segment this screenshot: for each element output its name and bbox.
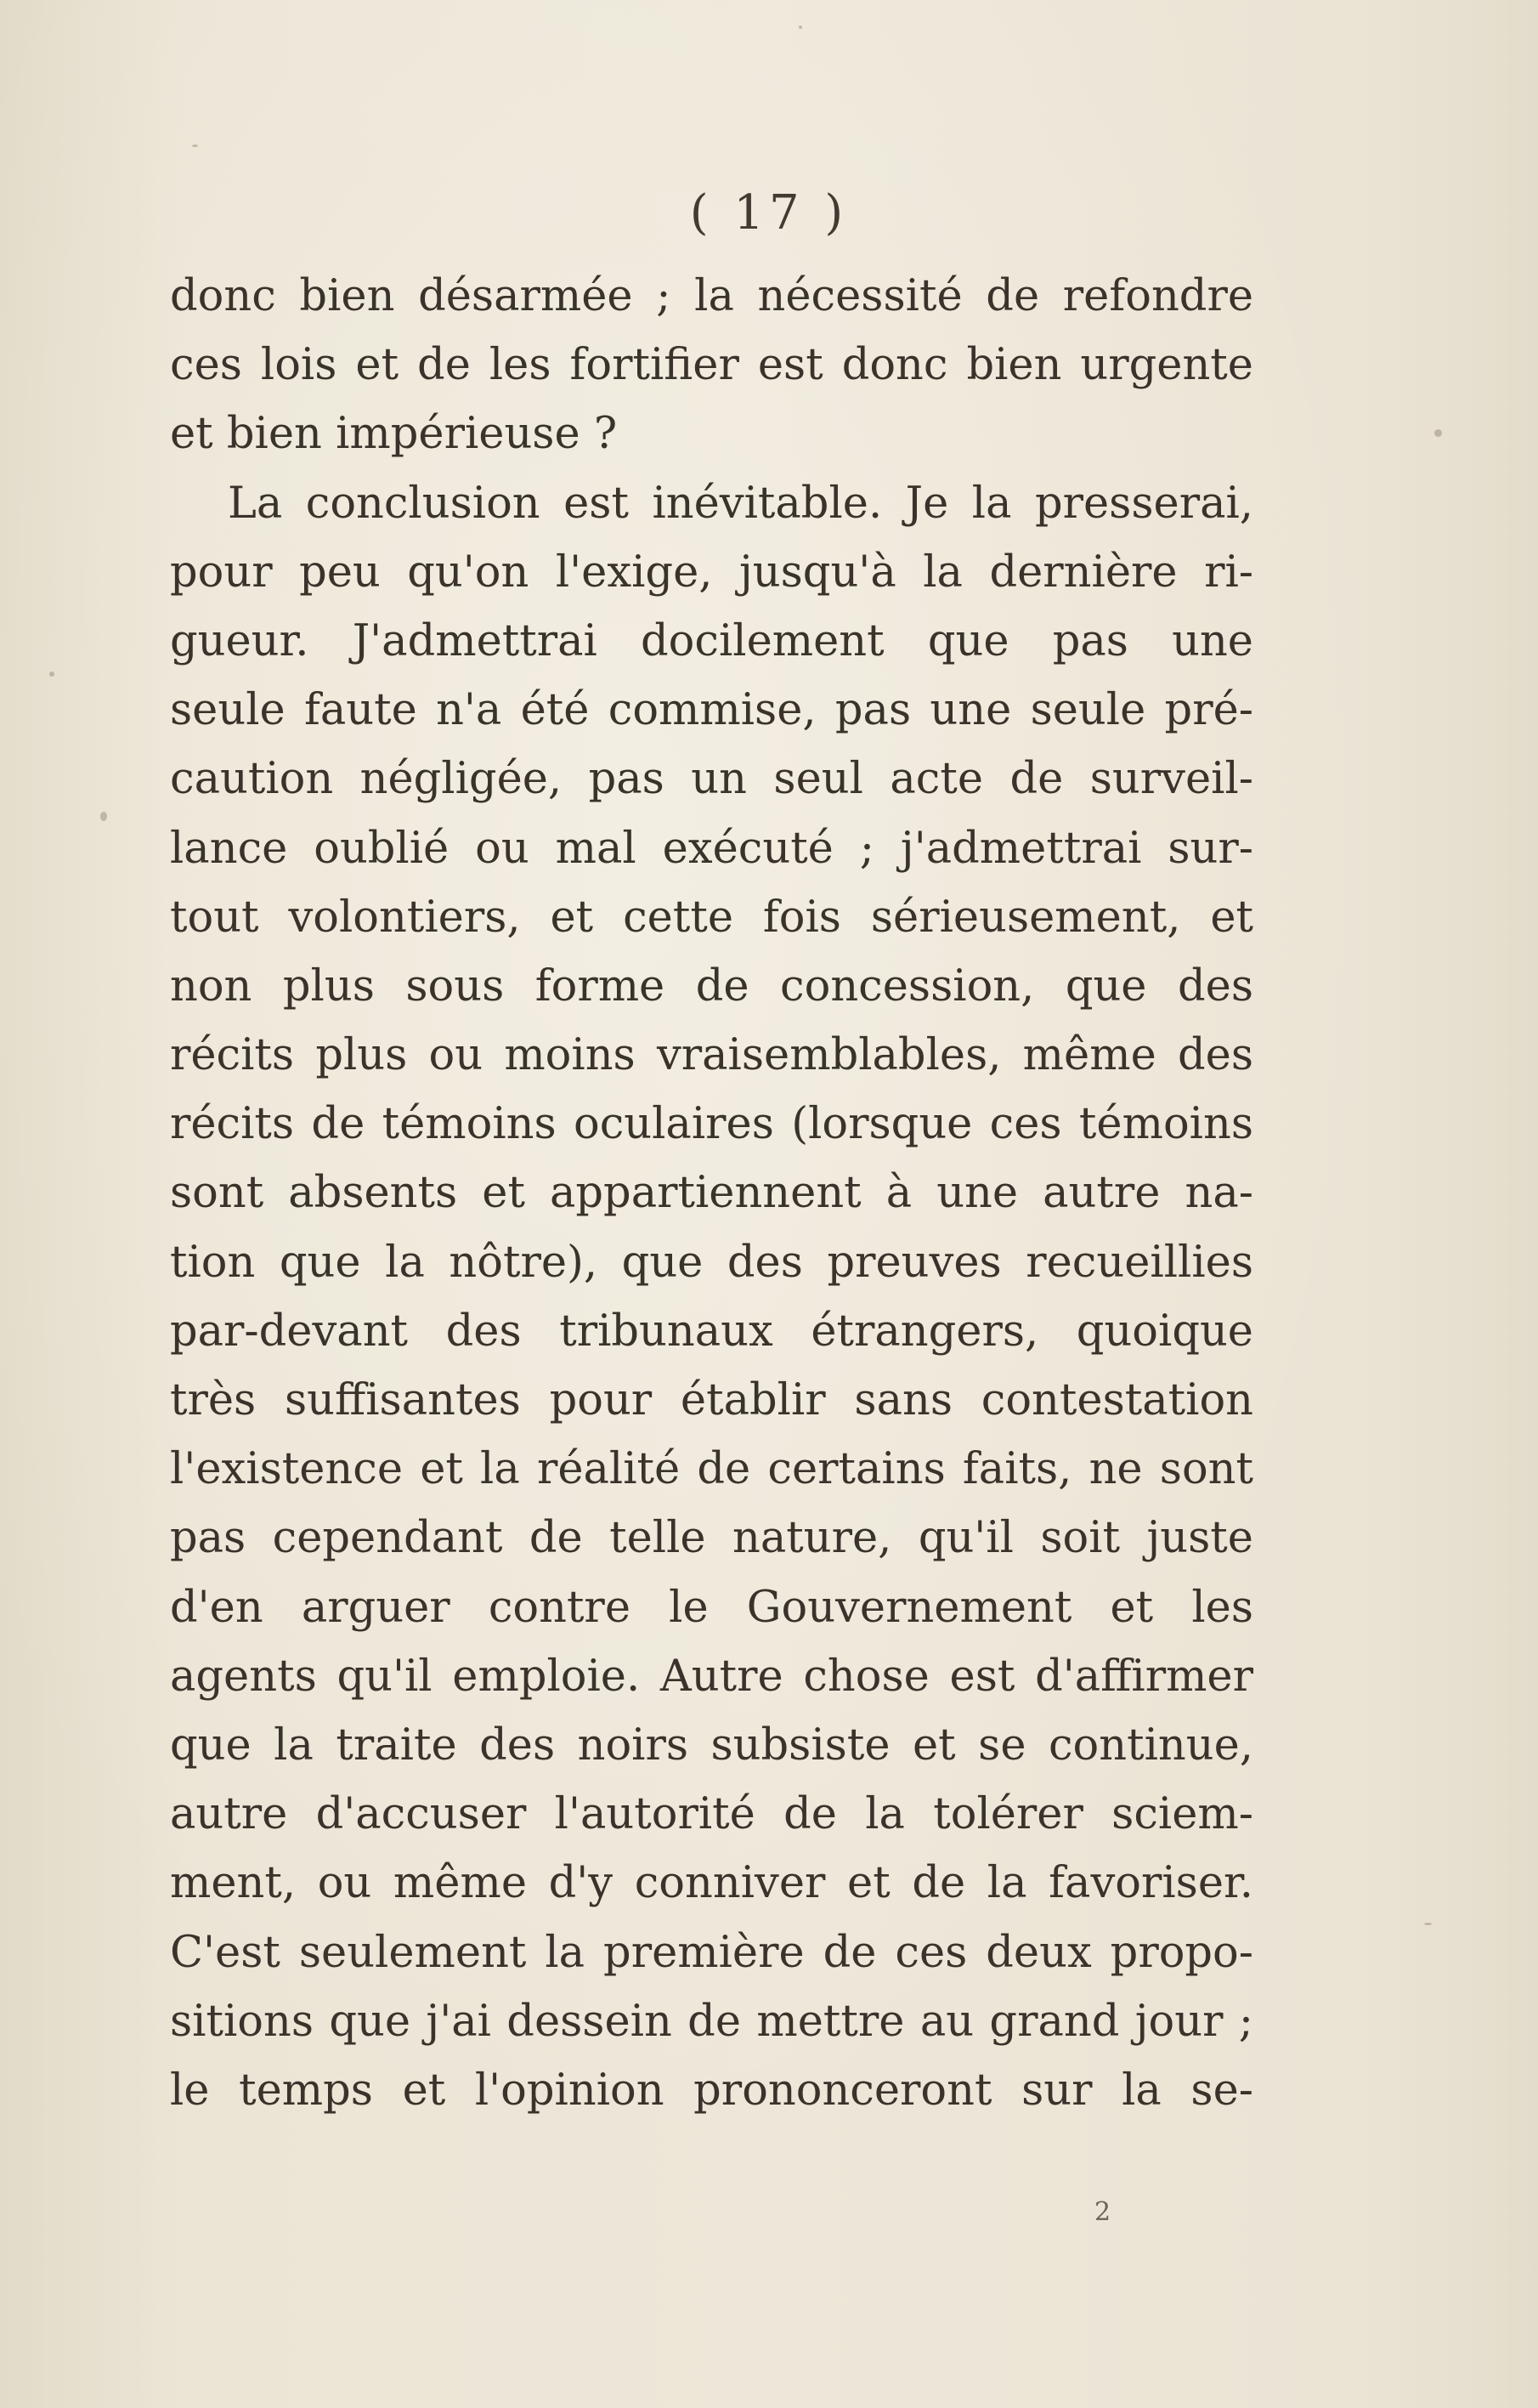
text-line: ces lois et de les fortifier est donc bien urgente — [170, 340, 1253, 391]
text-line: le temps et l'opinion prononceront sur la se- — [170, 2065, 1253, 2116]
text-line: pas cependant de telle nature, qu'il soit juste — [170, 1513, 1253, 1564]
text-line: seule faute n'a été commise, pas une seule pré- — [170, 685, 1253, 736]
text-line: tion que la nôtre), que des preuves recueillies — [170, 1237, 1253, 1288]
paper-speck — [100, 812, 107, 821]
text-line: agents qu'il emploie. Autre chose est d'affirmer — [170, 1651, 1253, 1702]
text-line: non plus sous forme de concession, que des — [170, 960, 1253, 1011]
text-line: par-devant des tribunaux étrangers, quoique — [170, 1306, 1253, 1357]
text-line: récits de témoins oculaires (lorsque ces témoins — [170, 1099, 1253, 1150]
signature-mark: 2 — [1094, 2197, 1111, 2227]
text-line: très suffisantes pour établir sans contestation — [170, 1375, 1253, 1425]
text-line: autre d'accuser l'autorité de la tolérer sciem- — [170, 1789, 1253, 1840]
paper-speck — [192, 144, 198, 147]
text-line: donc bien désarmée ; la nécessité de refondre — [170, 271, 1253, 321]
text-line: d'en arguer contre le Gouvernement et les — [170, 1582, 1253, 1633]
paper-speck — [49, 671, 54, 677]
text-line: gueur. J'admettrai docilement que pas une — [170, 615, 1253, 666]
text-line: sitions que j'ai dessein de mettre au grand jour ; — [170, 1996, 1253, 2047]
text-line: pour peu qu'on l'exige, jusqu'à la dernière ri- — [170, 547, 1253, 598]
body-text — [170, 262, 1253, 2125]
paper-speck — [799, 25, 802, 29]
paper-speck — [1434, 429, 1442, 437]
paragraph-start-line: La conclusion est inévitable. Je la presserai, — [228, 478, 1253, 529]
text-line: ment, ou même d'y conniver et de la favoriser. — [170, 1858, 1253, 1909]
paper-speck — [1424, 1923, 1432, 1925]
text-line: caution négligée, pas un seul acte de surveil- — [170, 754, 1253, 805]
text-line: sont absents et appartiennent à une autre na- — [170, 1168, 1253, 1219]
text-line: et bien impérieuse ? — [170, 409, 618, 460]
page-number: ( 17 ) — [689, 185, 849, 241]
text-line: que la traite des noirs subsiste et se continue, — [170, 1720, 1253, 1771]
text-line: C'est seulement la première de ces deux propo- — [170, 1927, 1253, 1978]
text-line: tout volontiers, et cette fois sérieusement, et — [170, 892, 1253, 943]
text-line: lance oublié ou mal exécuté ; j'admettrai sur- — [170, 823, 1253, 874]
text-line: récits plus ou moins vraisemblables, même des — [170, 1030, 1253, 1081]
text-line: l'existence et la réalité de certains faits, ne sont — [170, 1444, 1253, 1495]
